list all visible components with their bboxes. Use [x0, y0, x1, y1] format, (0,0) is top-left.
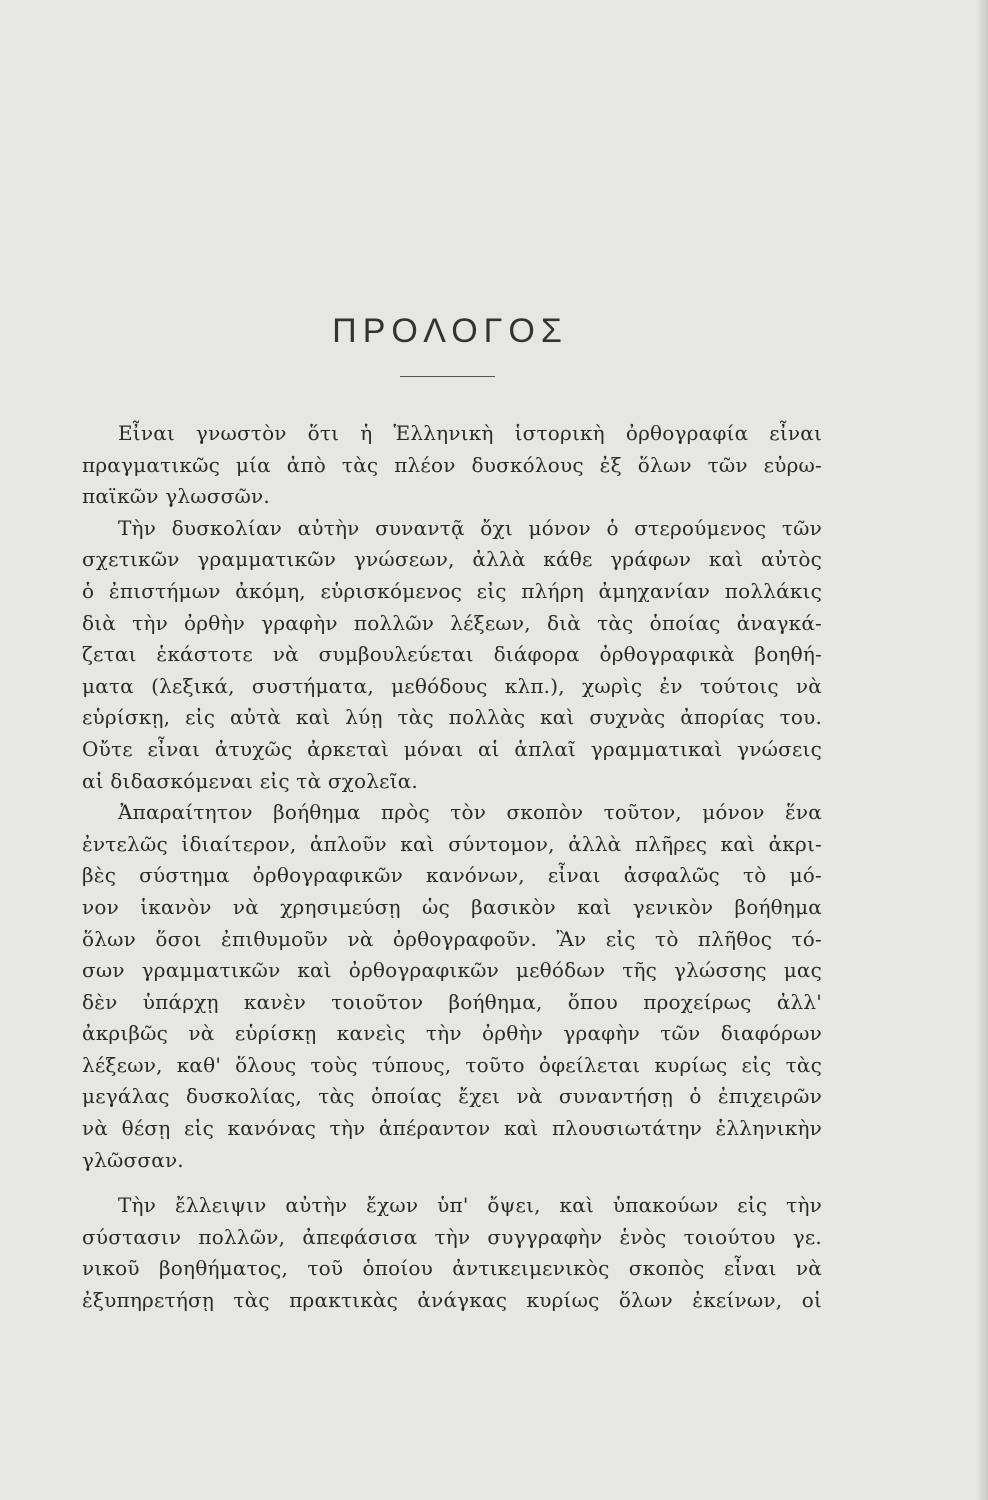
text-line: σων γραμματικῶν καὶ ὀρθογραφικῶν μεθόδων τῆς γλώσσης μας	[82, 958, 822, 983]
paragraph-3	[82, 797, 822, 1176]
text-line: ἀκριβῶς νὰ εὑρίσκῃ κανεὶς τὴν ὀρθὴν γραφὴν τῶν διαφόρων	[82, 1021, 822, 1046]
text-line: Ἀπαραίτητον βοήθημα πρὸς τὸν σκοπὸν τοῦτον, μόνον ἕνα	[118, 800, 822, 825]
text-line: ὅλων ὅσοι ἐπιθυμοῦν νὰ ὀρθογραφοῦν. Ἂν εἰς τὸ πλῆθος τό-	[82, 926, 822, 951]
text-line: λέξεων, καθ' ὅλους τοὺς τύπους, τοῦτο ὀφείλεται κυρίως εἰς τὰς	[82, 1052, 822, 1077]
text-line: αἱ διδασκόμεναι εἰς τὰ σχολεῖα.	[82, 768, 418, 793]
text-line: εὑρίσκῃ, εἰς αὐτὰ καὶ λύῃ τὰς πολλὰς καὶ συχνὰς ἀπορίας του.	[82, 705, 822, 730]
text-line: δὲν ὑπάρχῃ κανὲν τοιοῦτον βοήθημα, ὅπου προχείρως ἀλλ'	[82, 989, 822, 1014]
prologue-body	[82, 418, 822, 1317]
text-line: σύστασιν πολλῶν, ἀπεφάσισα τὴν συγγραφὴν ἑνὸς τοιούτου γε.	[82, 1224, 822, 1249]
text-line: νὰ θέσῃ εἰς κανόνας τὴν ἀπέραντον καὶ πλουσιωτάτην ἑλληνικὴν	[82, 1116, 822, 1141]
text-line: νικοῦ βοηθήματος, τοῦ ὁποίου ἀντικειμενικὸς σκοπὸς εἶναι νὰ	[82, 1256, 822, 1281]
text-line: ἐντελῶς ἰδιαίτερον, ἁπλοῦν καὶ σύντομον, ἀλλὰ πλῆρες καὶ ἀκρι-	[82, 831, 822, 856]
paragraph-1	[82, 418, 822, 513]
text-line: βὲς σύστημα ὀρθογραφικῶν κανόνων, εἶναι ἀσφαλῶς τὸ μό-	[82, 863, 822, 888]
page-edge-shadow	[976, 0, 988, 1500]
title-divider	[400, 376, 495, 377]
text-line: σχετικῶν γραμματικῶν γνώσεων, ἀλλὰ κάθε γράφων καὶ αὐτὸς	[82, 547, 822, 572]
text-line: Εἶναι γνωστὸν ὅτι ἡ Ἑλληνικὴ ἱστορικὴ ὀρθογραφία εἶναι	[118, 421, 822, 445]
text-line: ὁ ἐπιστήμων ἀκόμη, εὑρισκόμενος εἰς πλήρη ἀμηχανίαν πολλάκις	[82, 578, 822, 603]
text-line: Τὴν ἔλλειψιν αὐτὴν ἔχων ὑπ' ὄψει, καὶ ὑπακούων εἰς τὴν	[118, 1193, 822, 1218]
paragraph-4	[82, 1190, 822, 1316]
page-title: ΠΡΟΛΟΓΟΣ	[332, 312, 568, 350]
text-line: ζεται ἑκάστοτε νὰ συμβουλεύεται διάφορα ὀρθογραφικὰ βοηθή-	[82, 642, 822, 667]
text-line: παϊκῶν γλωσσῶν.	[82, 484, 270, 509]
text-line: μεγάλας δυσκολίας, τὰς ὁποίας ἔχει νὰ συναντήσῃ ὁ ἐπιχειρῶν	[82, 1084, 822, 1109]
text-line: ἐξυπηρετήσῃ τὰς πρακτικὰς ἀνάγκας κυρίως ὅλων ἐκείνων, οἱ	[82, 1288, 822, 1313]
paragraph-2	[82, 513, 822, 797]
text-line: Οὔτε εἶναι ἀτυχῶς ἀρκεταὶ μόναι αἱ ἁπλαῖ γραμματικαὶ γνώσεις	[82, 736, 822, 761]
text-line: νον ἱκανὸν νὰ χρησιμεύσῃ ὡς βασικὸν καὶ γενικὸν βοήθημα	[82, 894, 822, 919]
text-line: γλῶσσαν.	[82, 1147, 184, 1172]
text-line: ματα (λεξικά, συστήματα, μεθόδους κλπ.), χωρὶς ἐν τούτοις νὰ	[82, 673, 822, 698]
text-line: πραγματικῶς μία ἀπὸ τὰς πλέον δυσκόλους ἐξ ὅλων τῶν εὐρω-	[82, 452, 822, 477]
paragraph-gap	[82, 1176, 822, 1190]
text-line: Τὴν δυσκολίαν αὐτὴν συναντᾷ ὄχι μόνον ὁ στερούμενος τῶν	[118, 515, 822, 540]
text-line: διὰ τὴν ὀρθὴν γραφὴν πολλῶν λέξεων, διὰ τὰς ὁποίας ἀναγκά-	[82, 610, 822, 635]
